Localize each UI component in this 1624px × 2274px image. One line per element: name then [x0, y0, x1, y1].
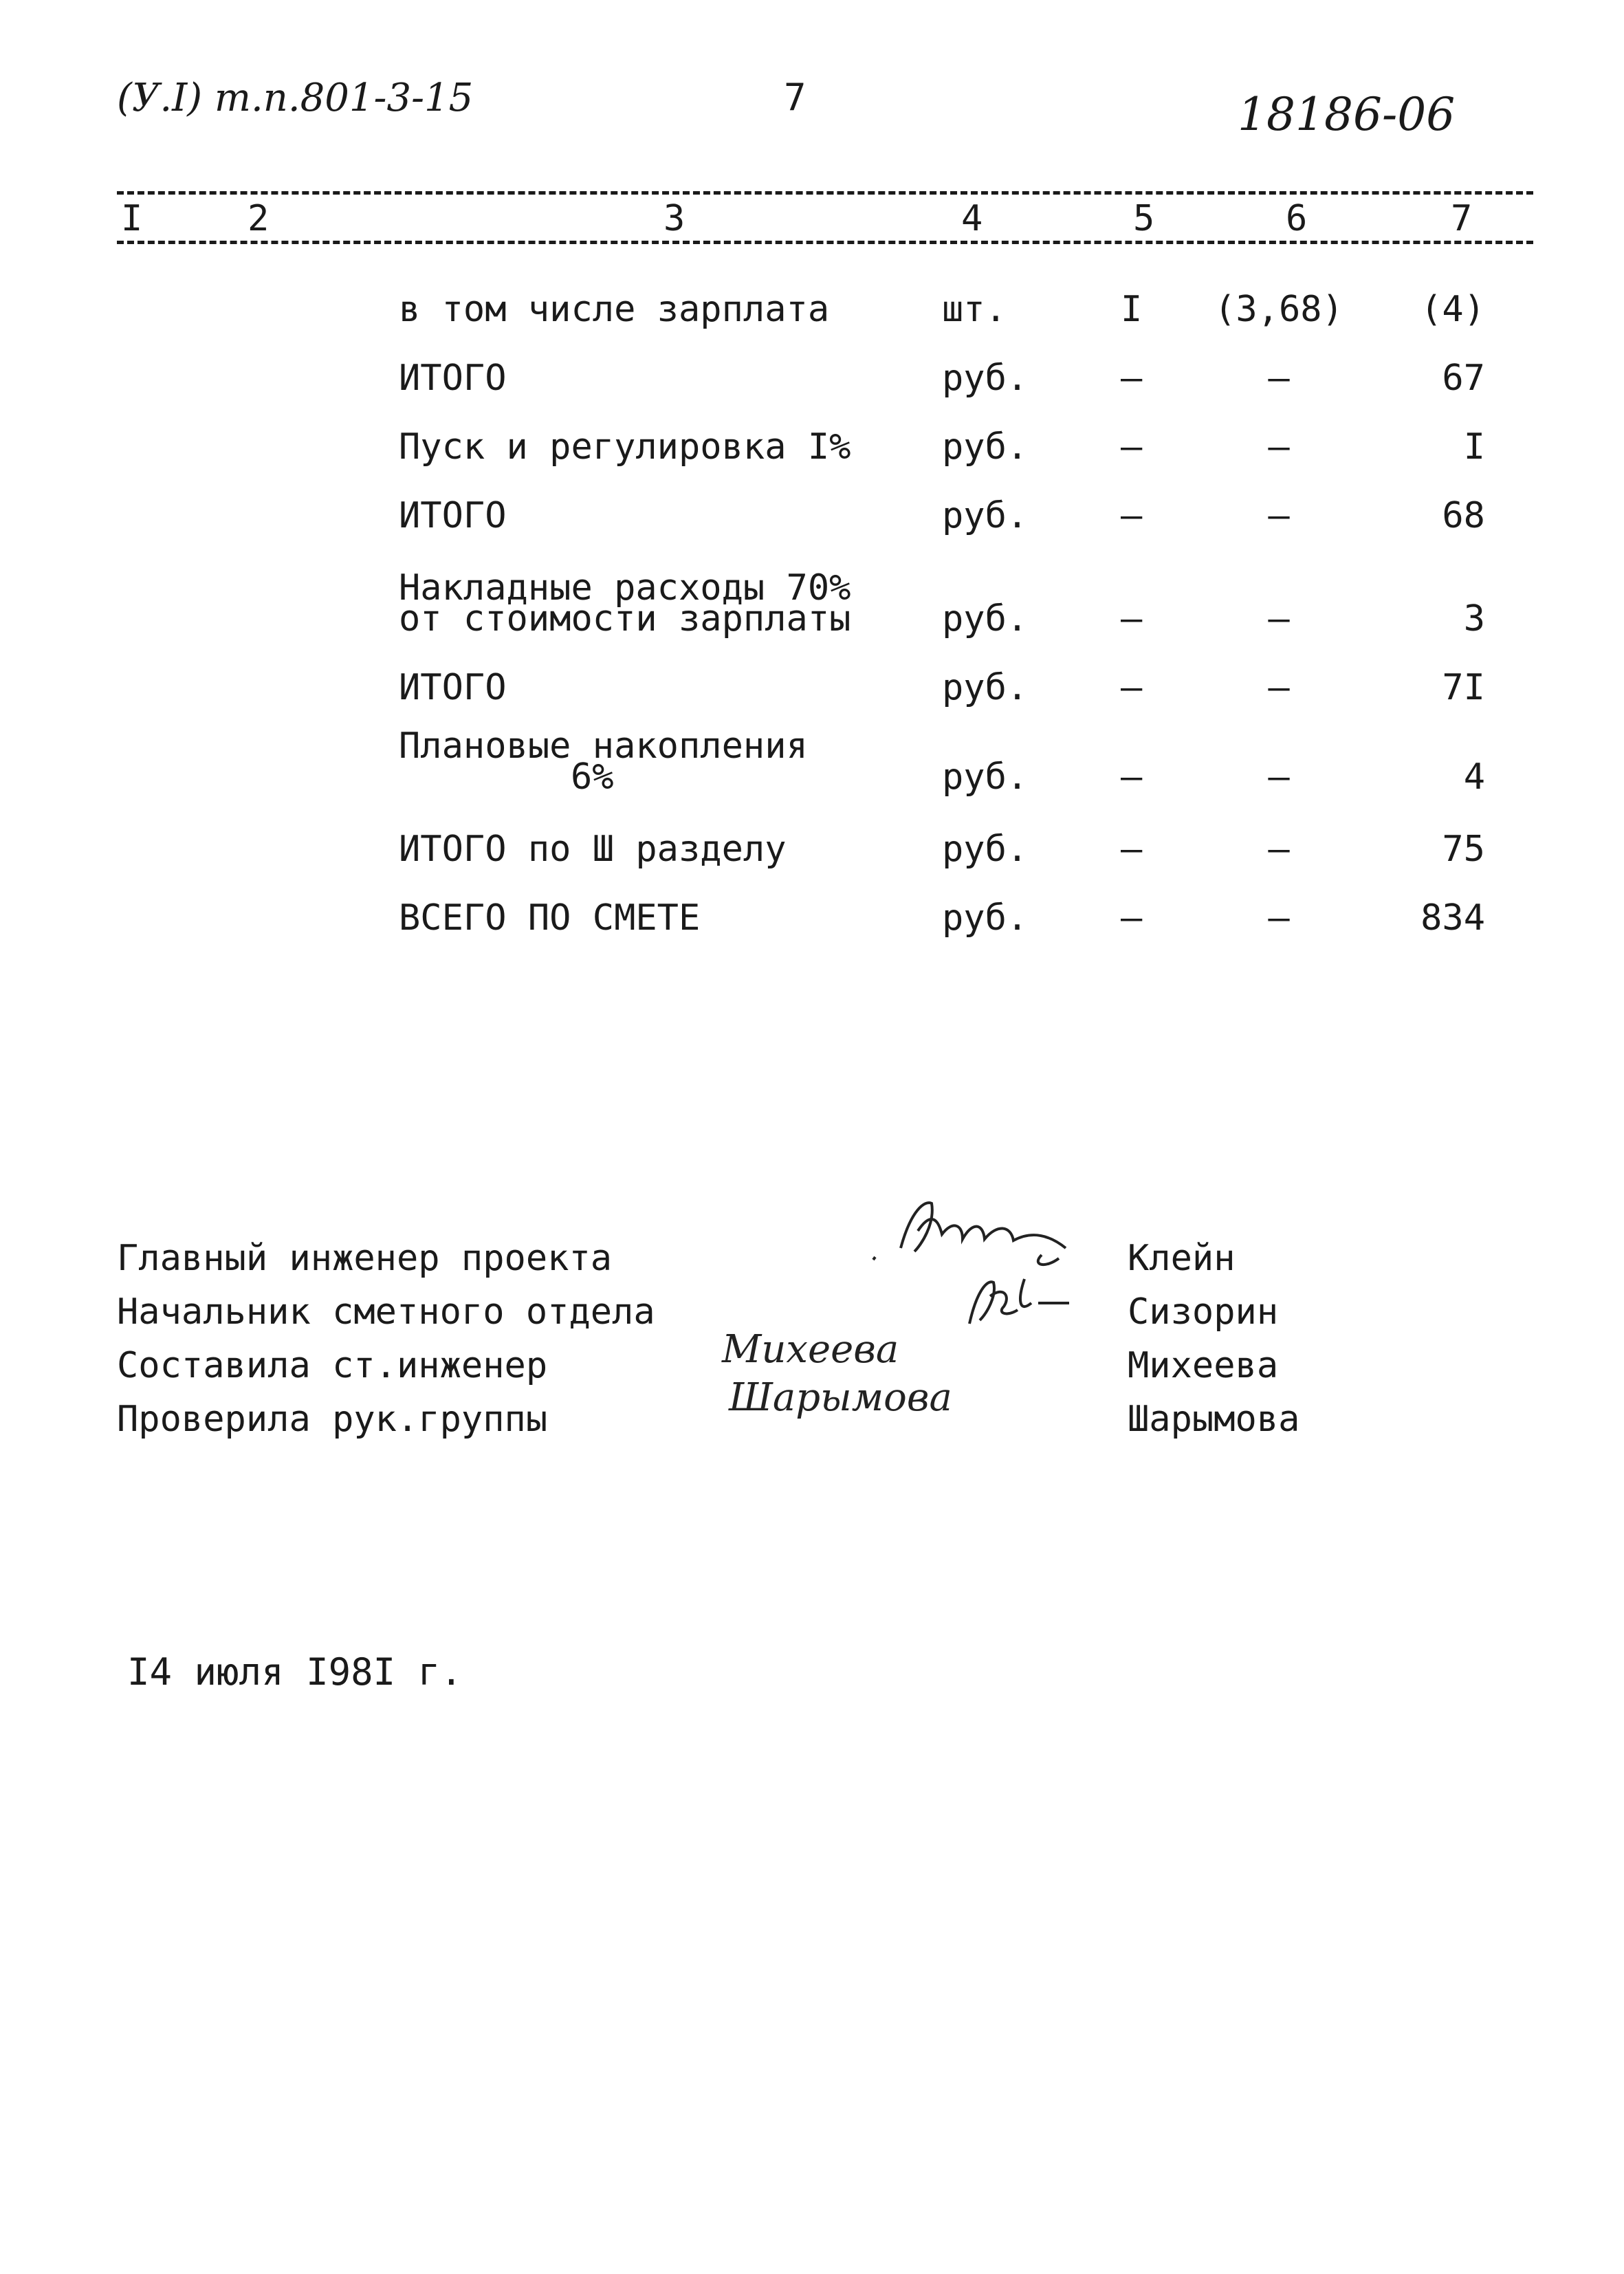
column-number-1: I	[121, 198, 143, 239]
row-quantity: –	[1121, 897, 1143, 939]
row-price: –	[1268, 756, 1290, 798]
row-total: I	[1463, 426, 1485, 468]
row-description: ИТОГО по Ш разделу	[399, 829, 787, 870]
column-number-4: 4	[961, 198, 983, 239]
row-description: ВСЕГО ПО СМЕТЕ	[399, 897, 701, 939]
row-unit: руб.	[942, 495, 1029, 536]
column-number-6: 6	[1286, 198, 1308, 239]
signature-role: Проверила рук.группы	[117, 1399, 548, 1440]
row-quantity: –	[1121, 358, 1143, 399]
row-description-line2: от стоимости зарплаты	[399, 598, 851, 639]
row-quantity: –	[1121, 829, 1143, 870]
row-total: 7I	[1442, 667, 1485, 708]
row-unit: шт.	[942, 289, 1007, 330]
row-unit: руб.	[942, 598, 1029, 639]
row-description: ИТОГО	[399, 667, 507, 708]
row-quantity: –	[1121, 495, 1143, 536]
document-date: I4 июля I98I г.	[127, 1650, 463, 1694]
signature-role: Составила ст.инженер	[117, 1345, 548, 1386]
row-price: –	[1268, 829, 1290, 870]
row-description-line1: Плановые накопления	[399, 725, 808, 767]
row-quantity: I	[1121, 289, 1143, 330]
row-price: –	[1268, 426, 1290, 468]
row-unit: руб.	[942, 426, 1029, 468]
row-total: 68	[1442, 495, 1485, 536]
document-code: (У.I) т.п.801-3-15	[117, 76, 474, 120]
row-description: в том числе зарплата	[399, 289, 830, 330]
row-price: –	[1268, 667, 1290, 708]
archive-number: 18186-06	[1238, 88, 1456, 141]
row-price: –	[1268, 495, 1290, 536]
row-quantity: –	[1121, 667, 1143, 708]
signature-name: Михеева	[1128, 1345, 1279, 1386]
row-quantity: –	[1121, 756, 1143, 798]
column-number-2: 2	[248, 198, 270, 239]
signature-role: Начальник сметного отдела	[117, 1291, 655, 1333]
row-quantity: –	[1121, 598, 1143, 639]
row-unit: руб.	[942, 897, 1029, 939]
row-price: –	[1268, 358, 1290, 399]
row-description-line2: 6%	[571, 756, 614, 798]
row-price: –	[1268, 897, 1290, 939]
column-number-5: 5	[1133, 198, 1155, 239]
signature-klein-handwritten	[859, 1183, 1086, 1272]
row-total: 67	[1442, 358, 1485, 399]
row-total: 75	[1442, 829, 1485, 870]
signature-name: Шарымова	[1128, 1399, 1300, 1440]
dashed-rule-top	[117, 191, 1533, 195]
row-price: –	[1268, 598, 1290, 639]
row-total: 834	[1420, 897, 1485, 939]
row-description: ИТОГО	[399, 495, 507, 536]
column-number-7: 7	[1451, 198, 1473, 239]
row-total: (4)	[1420, 289, 1485, 330]
dashed-rule-bottom	[117, 241, 1533, 244]
row-total: 3	[1463, 598, 1485, 639]
row-unit: руб.	[942, 756, 1029, 798]
row-description: ИТОГО	[399, 358, 507, 399]
row-total: 4	[1463, 756, 1485, 798]
row-unit: руб.	[942, 829, 1029, 870]
signature-name: Клейн	[1128, 1238, 1236, 1279]
column-number-3: 3	[663, 198, 685, 239]
row-description-line1: Накладные расходы 70%	[399, 567, 851, 609]
row-quantity: –	[1121, 426, 1143, 468]
signature-sharymova-handwritten: Шарымова	[729, 1375, 952, 1420]
signature-role: Главный инженер проекта	[117, 1238, 613, 1279]
row-price: (3,68)	[1214, 289, 1343, 330]
signature-mikheeva-handwritten: Михеева	[722, 1327, 899, 1372]
signature-name: Сизорин	[1128, 1291, 1279, 1333]
page-number: 7	[784, 76, 806, 119]
row-description: Пуск и регулировка I%	[399, 426, 851, 468]
row-unit: руб.	[942, 358, 1029, 399]
signature-sizorin-handwritten	[956, 1265, 1079, 1334]
row-unit: руб.	[942, 667, 1029, 708]
